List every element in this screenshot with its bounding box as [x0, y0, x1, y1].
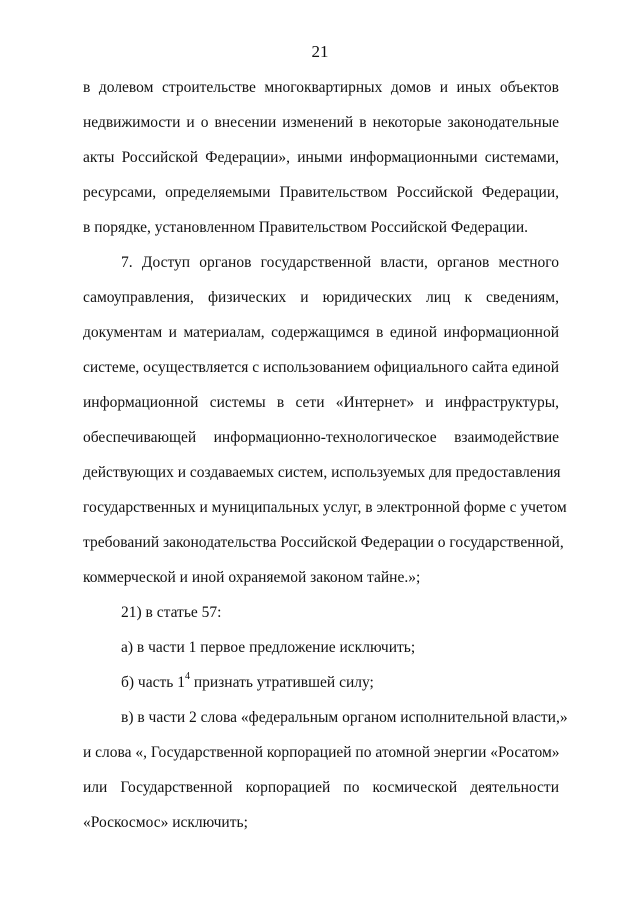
text-line: действующих и создаваемых систем, используемых для предоставления [83, 464, 561, 481]
sub-item-v: в) в части 2 слова «федеральным органом исполнительной власти,» [121, 709, 568, 726]
text-line: документам и материалам, содержащимся в единой информационной [83, 324, 559, 341]
paragraph-continuation [83, 75, 559, 250]
text-line: информационной системы в сети «Интернет» и инфраструктуры, [83, 394, 559, 411]
sub-item-b-text: б) часть 1 [121, 674, 185, 691]
text-line: 7. Доступ органов государственной власти, органов местного [121, 254, 559, 271]
text-line: ресурсами, определяемыми Правительством Российской Федерации, [83, 184, 559, 201]
text-line: требований законодательства Российской Федерации о государственной, [83, 534, 564, 551]
text-line: государственных и муниципальных услуг, в электронной форме с учетом [83, 499, 567, 516]
page-number: 21 [311, 42, 329, 61]
paragraph-item-21 [83, 600, 568, 845]
text-line: в порядке, установленном Правительством Российской Федерации. [83, 219, 528, 236]
text-line: «Роскосмос» исключить; [83, 814, 248, 831]
sub-item-b-text-end: признать утратившей силу; [189, 674, 374, 691]
text-line: системе, осуществляется с использованием официального сайта единой [83, 359, 560, 376]
sub-item-b [83, 670, 559, 705]
text-line: обеспечивающей информационно-технологическое взаимодействие [83, 429, 559, 446]
item-heading: 21) в статье 57: [121, 604, 222, 621]
text-line: или Государственной корпорацией по космической деятельности [83, 779, 559, 796]
text-line: недвижимости и о внесении изменений в некоторые законодательные [83, 114, 559, 131]
text-line: акты Российской Федерации», иными информационными системами, [83, 149, 559, 166]
text-line: коммерческой и иной охраняемой законом тайне.»; [83, 569, 421, 586]
document-body [83, 75, 568, 845]
superscript: 4 [184, 670, 190, 682]
sub-item-a: а) в части 1 первое предложение исключить; [121, 639, 416, 656]
text-line: и слова «, Государственной корпорацией по атомной энергии «Росатом» [83, 744, 560, 761]
paragraph-item-7 [83, 250, 567, 600]
text-line: самоуправления, физических и юридических лиц к сведениям, [83, 289, 559, 306]
text-line: в долевом строительстве многоквартирных домов и иных объектов [83, 79, 559, 96]
